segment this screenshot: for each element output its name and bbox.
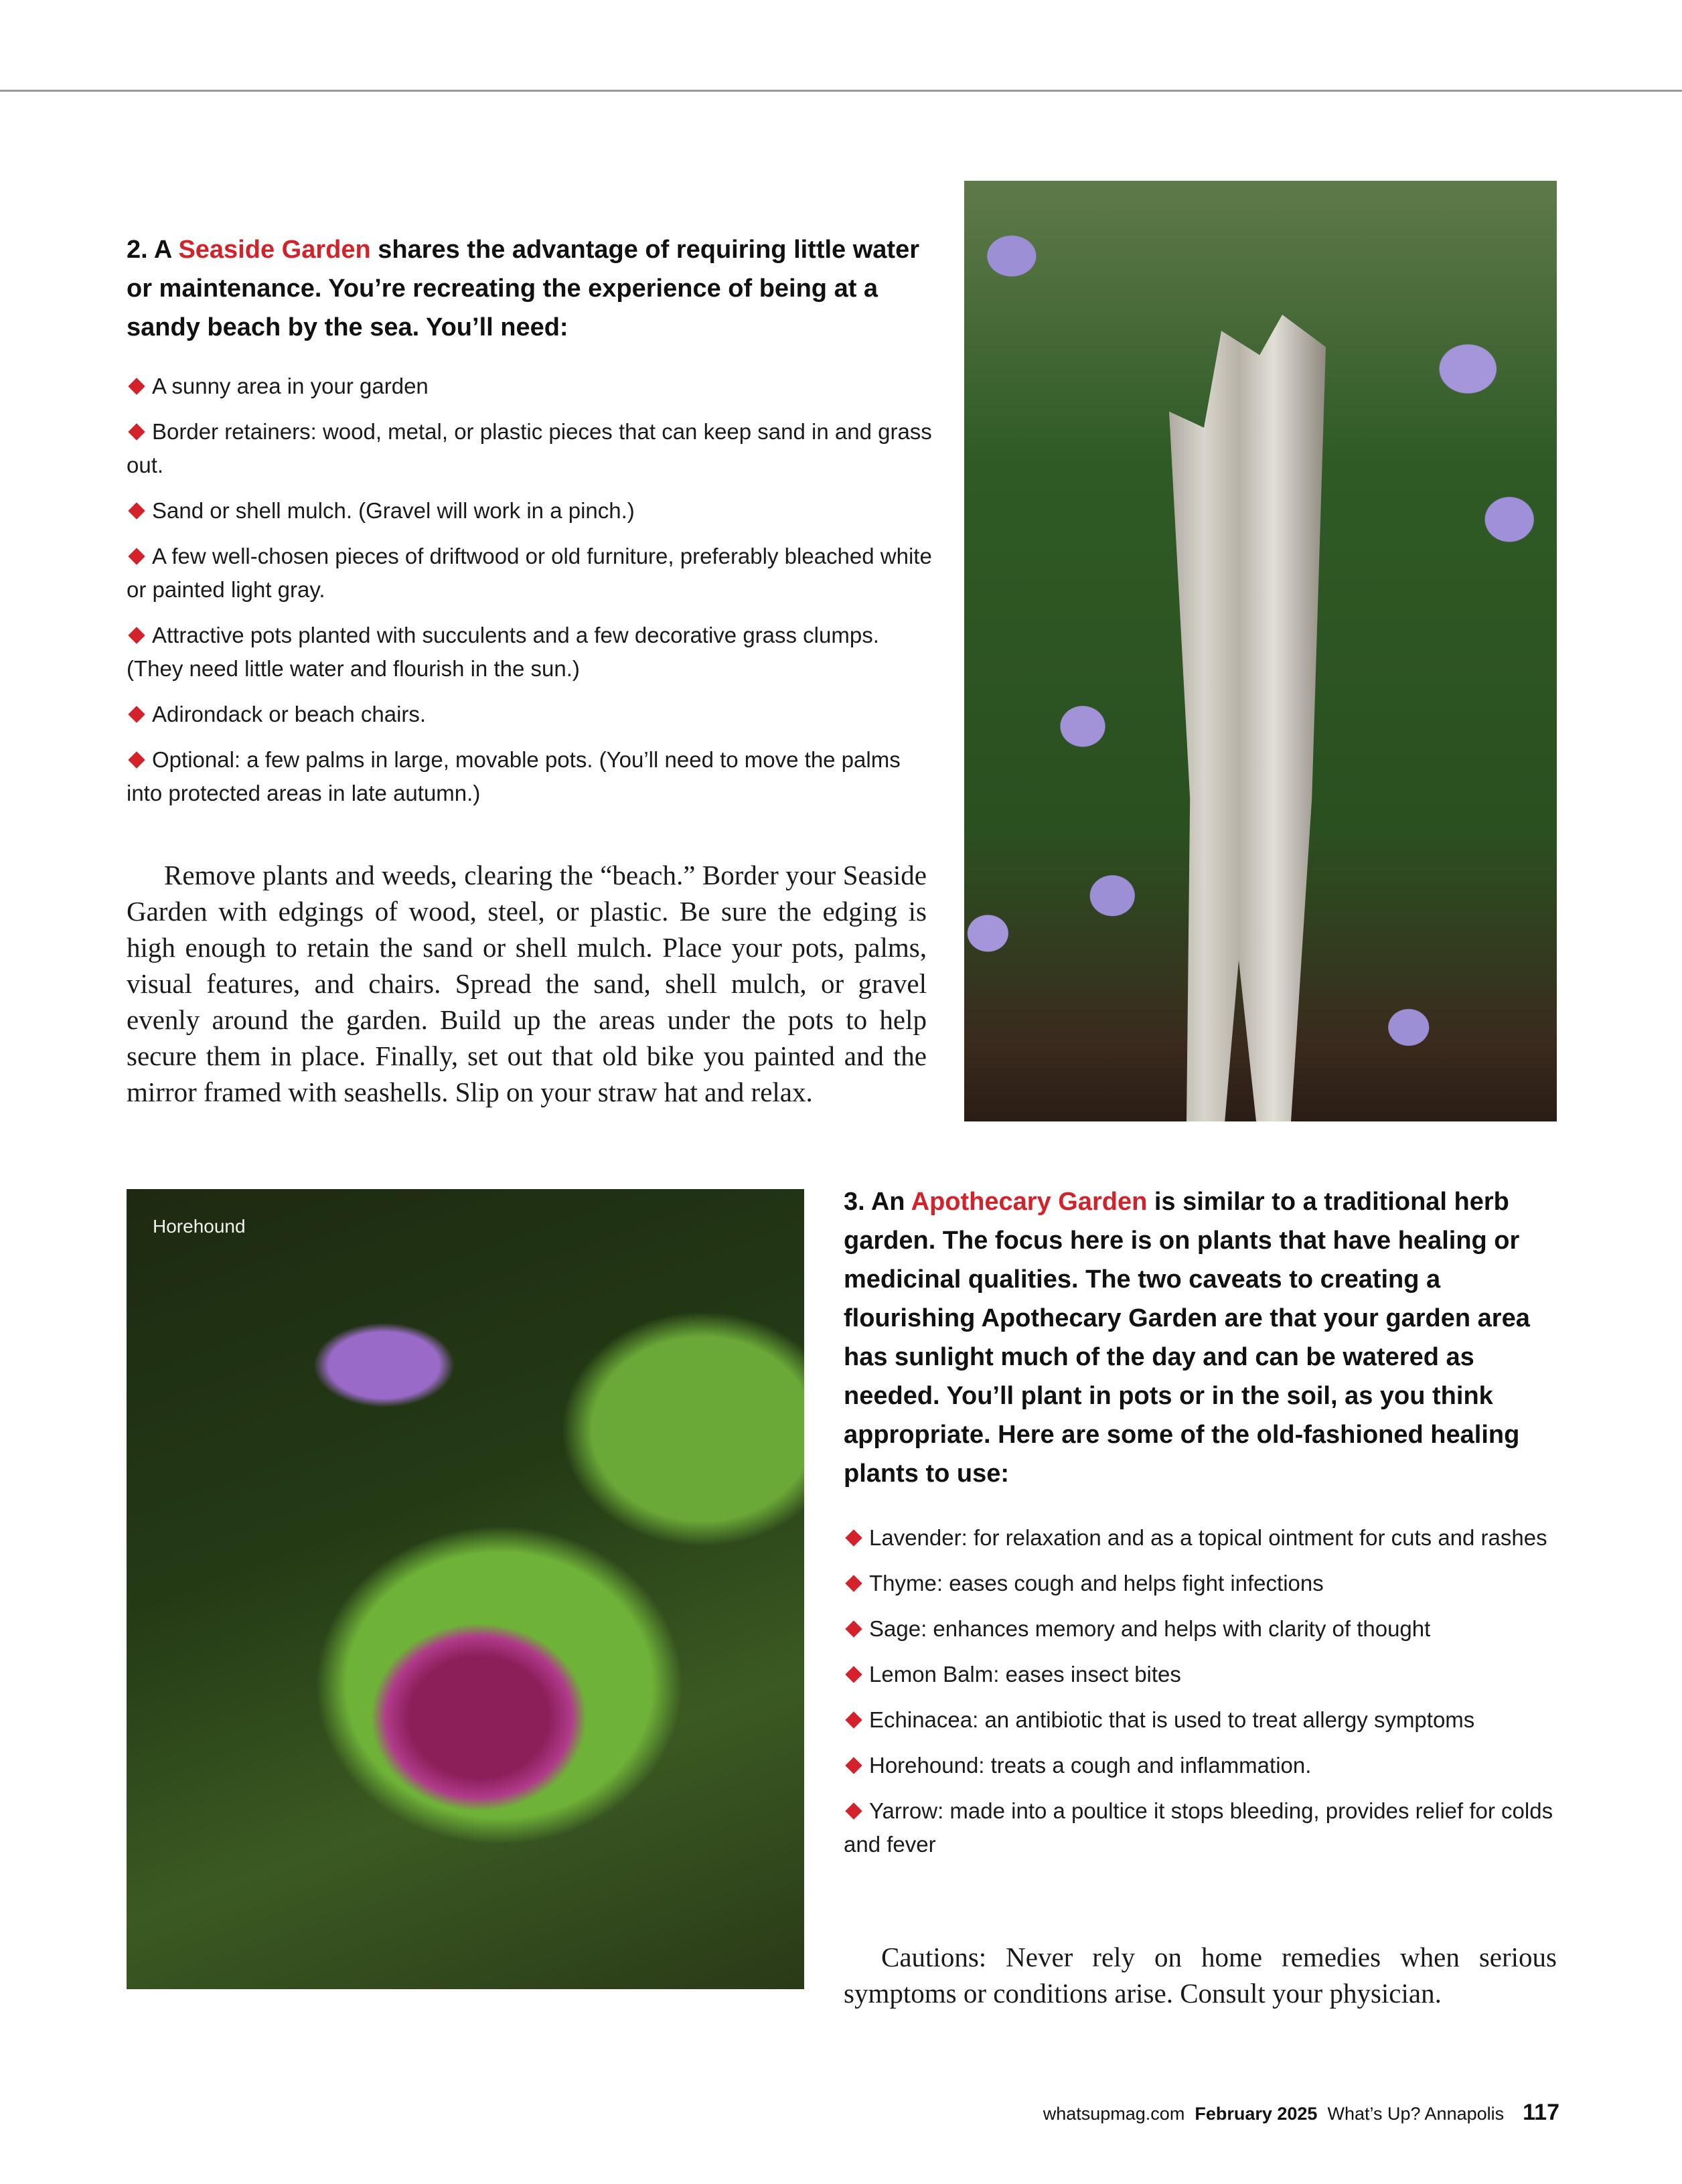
list-item-text: Attractive pots planted with succulents and a few decorative grass clumps. (They need little water and flourish in the sun.)	[127, 623, 879, 681]
footer-magazine: What’s Up? Annapolis	[1327, 2104, 1505, 2124]
list-item	[127, 743, 937, 810]
diamond-bullet-icon	[845, 1575, 862, 1592]
list-item-text: Border retainers: wood, metal, or plastic pieces that can keep sand in and grass out.	[127, 419, 932, 477]
list-item	[844, 1749, 1567, 1782]
seaside-garden-heading	[127, 230, 937, 347]
list-item-text: Thyme: eases cough and helps fight infections	[869, 1571, 1324, 1595]
driftwood-geranium-photo	[964, 181, 1557, 1121]
heading-garden-name: Apothecary Garden	[911, 1188, 1148, 1216]
heading-number: 3. An	[844, 1188, 911, 1216]
diamond-bullet-icon	[128, 424, 145, 441]
footer-issue: February 2025	[1195, 2104, 1318, 2124]
list-item-text: Horehound: treats a cough and inflammation.	[869, 1753, 1312, 1778]
list-item	[844, 1521, 1567, 1555]
diamond-bullet-icon	[128, 706, 145, 723]
list-item-text: Optional: a few palms in large, movable pots. (You’ll need to move the palms into protected areas in late autumn.)	[127, 747, 901, 805]
list-item	[127, 370, 937, 403]
diamond-bullet-icon	[128, 503, 145, 520]
diamond-bullet-icon	[128, 378, 145, 395]
footer-site: whatsupmag.com	[1043, 2104, 1185, 2124]
list-item-text: A sunny area in your garden	[152, 374, 429, 398]
header-rule	[0, 90, 1682, 92]
driftwood-stump	[1152, 315, 1326, 1121]
list-item	[844, 1794, 1567, 1861]
list-item	[844, 1612, 1567, 1646]
list-item-text: Yarrow: made into a poultice it stops bleeding, provides relief for colds and fever	[844, 1798, 1553, 1857]
list-item-text: Sand or shell mulch. (Gravel will work in a pinch.)	[152, 498, 635, 523]
cautions-paragraph: Cautions: Never rely on home remedies when serious symptoms or conditions arise. Consult your physician.	[844, 1942, 1557, 2009]
list-item	[844, 1658, 1567, 1691]
heading-text: shares the advantage of requiring little water or maintenance. You’re recreating the experience of being at a sandy beach by the sea. You’ll need:	[127, 236, 920, 341]
diamond-bullet-icon	[128, 548, 145, 565]
list-item-text: A few well-chosen pieces of driftwood or old furniture, preferably bleached white or painted light gray.	[127, 544, 932, 602]
heading-text: is similar to a traditional herb garden. The focus here is on plants that have healing or medicinal qualities. The two caveats to creating a flourishing Apothecary Garden are that your garden area has sunlight much of the day and can be watered as needed. You’ll plant in pots or in the soil, as you think appropriate. Here are some of the old-fashioned healing plants to use:	[844, 1188, 1530, 1488]
list-item-text: Sage: enhances memory and helps with clarity of thought	[869, 1616, 1431, 1641]
diamond-bullet-icon	[128, 752, 145, 769]
diamond-bullet-icon	[845, 1666, 862, 1683]
page-footer	[1043, 2100, 1559, 2126]
apothecary-garden-heading	[844, 1182, 1567, 1493]
photo-caption: Horehound	[153, 1216, 246, 1237]
list-item	[127, 494, 937, 528]
list-item-text: Lemon Balm: eases insect bites	[869, 1662, 1181, 1687]
heading-garden-name: Seaside Garden	[178, 236, 371, 264]
diamond-bullet-icon	[845, 1803, 862, 1820]
list-item	[127, 698, 937, 731]
diamond-bullet-icon	[128, 627, 145, 644]
diamond-bullet-icon	[845, 1621, 862, 1638]
horehound-photo	[127, 1189, 804, 1989]
list-item	[127, 619, 937, 686]
list-item	[127, 415, 937, 482]
heading-number: 2. A	[127, 236, 179, 264]
list-item-text: Adirondack or beach chairs.	[152, 702, 427, 726]
list-item-text: Lavender: for relaxation and as a topical ointment for cuts and rashes	[869, 1525, 1547, 1550]
list-item	[844, 1567, 1567, 1600]
diamond-bullet-icon	[845, 1758, 862, 1774]
seaside-body-paragraph: Remove plants and weeds, clearing the “beach.” Border your Seaside Garden with edgings of wood, steel, or plastic. Be sure the edging is high enough to retain the sand or shell mulch. Place your pots, palms, visual features, and chairs. Spread the sand, shell mulch, or gravel evenly around the garden. Build up the areas under the pots to help secure them in place. Finally, set out that old bike you painted and the mirror framed with seashells. Slip on your straw hat and relax.	[127, 860, 927, 1107]
seaside-supplies-list	[127, 370, 937, 822]
healing-plants-list	[844, 1521, 1567, 1873]
list-item-text: Echinacea: an antibiotic that is used to treat allergy symptoms	[869, 1707, 1475, 1732]
diamond-bullet-icon	[845, 1712, 862, 1729]
page-number: 117	[1523, 2100, 1559, 2125]
list-item	[127, 540, 937, 607]
list-item	[844, 1703, 1567, 1737]
diamond-bullet-icon	[845, 1530, 862, 1547]
